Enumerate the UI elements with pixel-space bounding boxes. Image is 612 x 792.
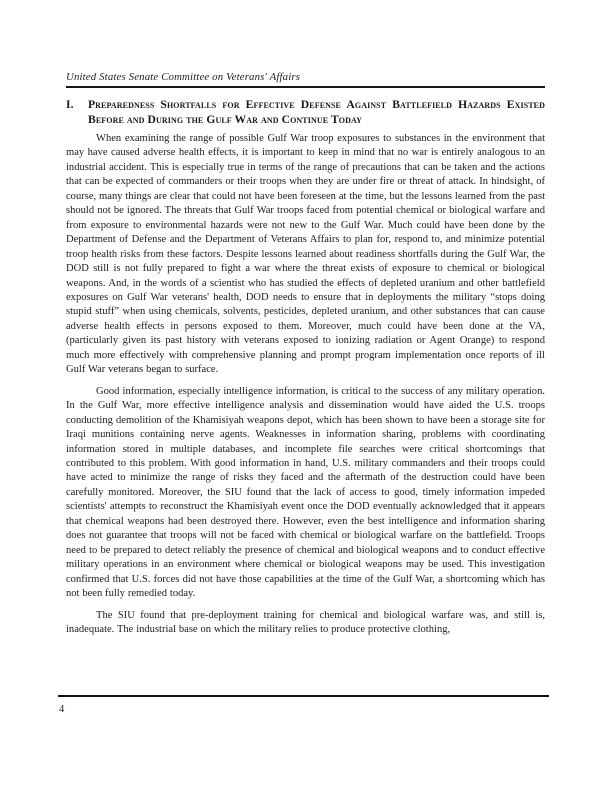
- page-number: 4: [59, 704, 65, 715]
- body-paragraph: Good information, especially intelligence information, is critical to the success of any military operation. In the Gulf War, more effective intelligence analysis and dissemination would have aided the U.S. troops conducting demolition of the Khamisiyah weapons depot, which has been shown to have been a storage site for Iraqi munitions containing nerve agents. Weaknesses in information sharing, problems with coordinating information stored in multiple databases, and incomplete file searches were critical shortcomings that contributed to this problem. With good information in hand, U.S. military commanders and their troops could have acted to minimize the range of risks they faced and the aftermath of the destruction could have been carefully monitored. Moreover, the SIU found that the lack of access to good, timely information impeded scientists' attempts to reconstruct the Khamisiyah event once the DOD eventually acknowledged that it appears that chemical weapons had been destroyed there. However, even the best intelligence and information sharing does not guarantee that troops will not be faced with chemical or biological warfare on the battlefield. Troops need to be prepared to detect reliably the presence of chemical and biological weapons and to conduct effective military operations in an environment where chemical or biological weapons may be used. This investigation confirmed that U.S. forces did not have those capabilities at the time of the Gulf War, a shortcoming which has not been fully remedied today.: [66, 385, 545, 600]
- section-heading: [66, 97, 545, 127]
- body-paragraph: The SIU found that pre-deployment training for chemical and biological warfare was, and still is, inadequate. The industrial base on which the military relies to produce protective clothing,: [66, 609, 545, 635]
- body-text: [66, 132, 545, 644]
- section-title: Preparedness Shortfalls for Effective Defense Against Battlefield Hazards Existed Before and During the Gulf War and Continue Today: [88, 98, 545, 126]
- running-header: United States Senate Committee on Veterans' Affairs: [66, 71, 301, 83]
- body-paragraph: When examining the range of possible Gulf War troop exposures to substances in the environment that may have caused adverse health effects, it is important to keep in mind that no war is entirely analogous to an industrial accident. This is especially true in terms of the range of precautions that can be taken and the actions that can be expected of commanders or their troops when they are under fire or threat of attack. In hindsight, of course, many things are clear that could not have been foreseen at the time, but the lessons learned from the past should not be ignored. The threats that Gulf War troops faced from potential chemical or biological warfare and from exposure to environmental hazards were not new to the Gulf War. Much could have been done by the Department of Defense and the Department of Veterans Affairs to plan for, respond to, and minimize potential troop health risks from these factors. Despite lessons learned about readiness shortfalls during the Gulf War, the DOD still is not fully prepared to fight a war where the threat exists of exposure to chemical or biological weapons. And, in the words of a scientist who has studied the effects of depleted uranium and other battlefield exposures on Gulf War veterans' health, DOD needs to ensure that in deployments the military “stops doing stupid stuff” when using chemicals, solvents, pesticides, depleted uranium, and other substances that can cause adverse health effects in persons exposed to them. Moreover, much could have been done at the VA, (particularly given its past history with veterans exposed to ionizing radiation or Agent Orange) to respond much more effectively with comprehensive planning and prompt program implementation once reports of ill Gulf War veterans began to surface.: [66, 133, 545, 376]
- header-rule: [66, 86, 545, 88]
- footer-rule: [58, 695, 549, 697]
- section-number: I.: [66, 98, 74, 111]
